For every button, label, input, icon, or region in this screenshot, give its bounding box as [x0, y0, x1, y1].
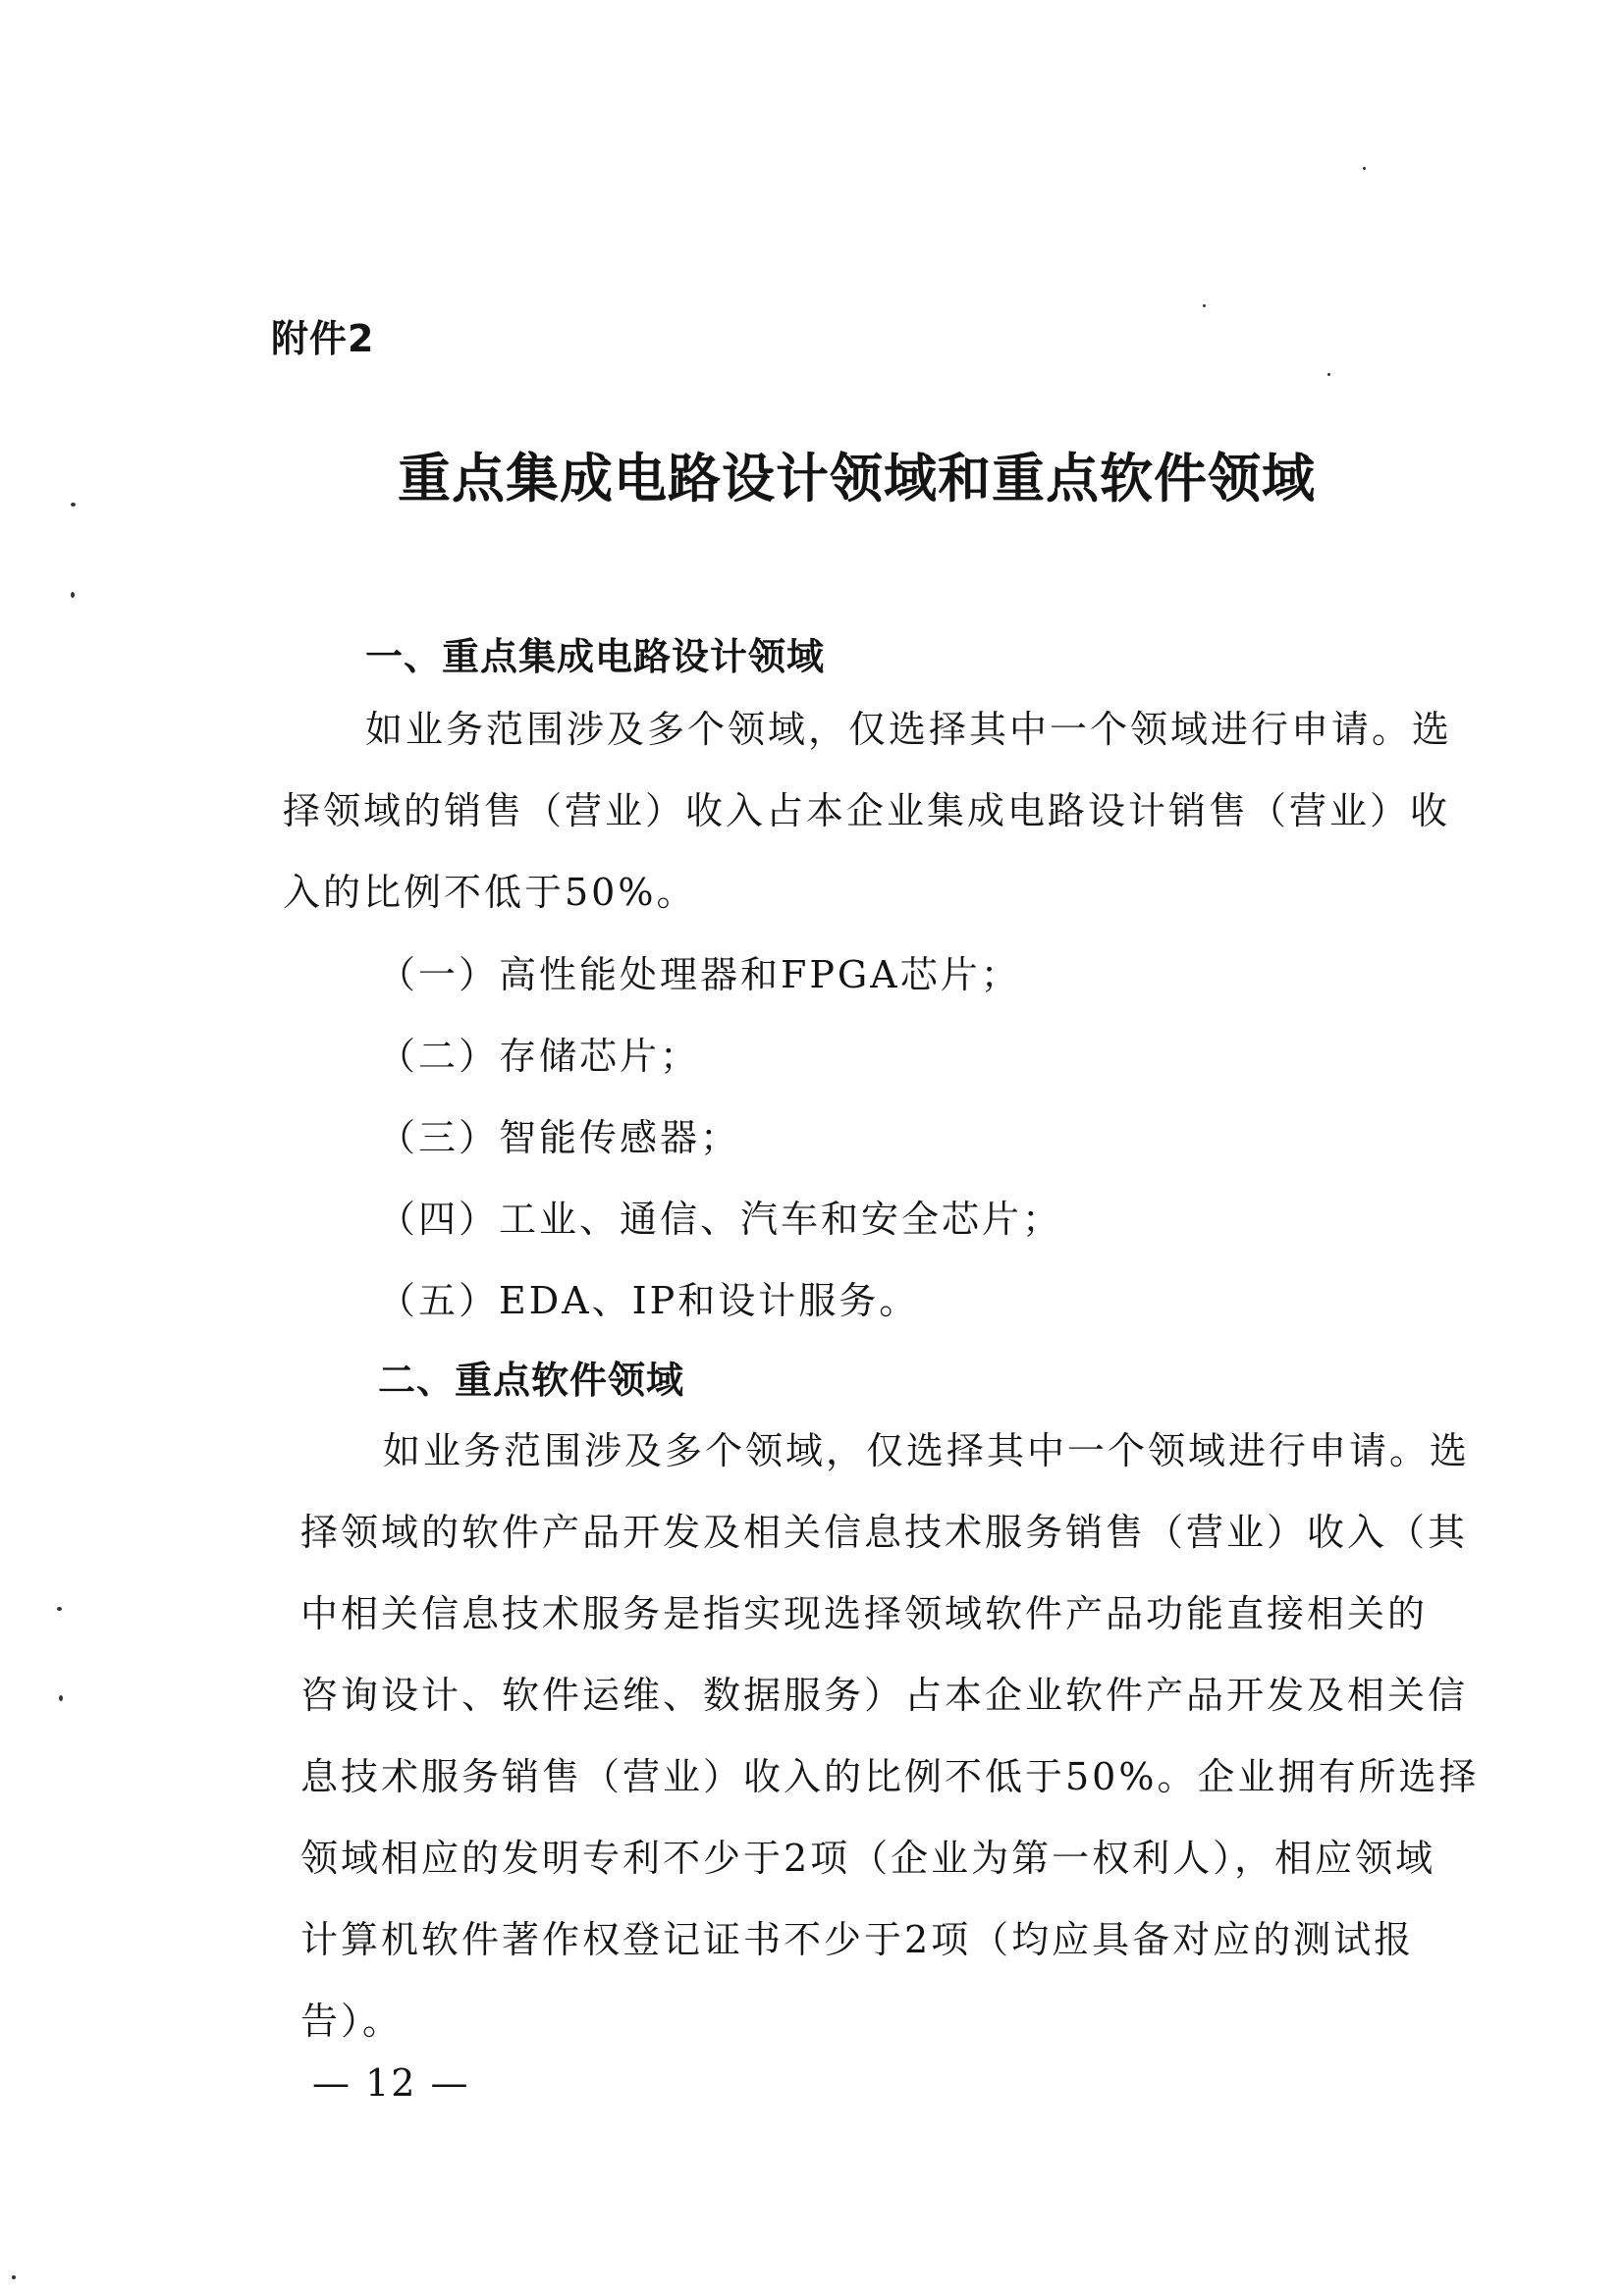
scan-speck [59, 1695, 63, 1701]
scan-speck [1327, 373, 1330, 376]
section-2-paragraph-line: 领域相应的发明专利不少于2项（企业为第一权利人），相应领域 [300, 1837, 1436, 1880]
section-2-paragraph-line: 告）。 [300, 2000, 404, 2043]
section-1-heading: 一、重点集成电路设计领域 [365, 635, 826, 678]
section-1-list-item: （五）EDA、IP和设计服务。 [378, 1279, 920, 1322]
scan-speck [12, 2275, 16, 2279]
section-2-paragraph-line: 计算机软件著作权登记证书不少于2项（均应具备对应的测试报 [300, 1918, 1415, 1961]
section-2-paragraph-line: 如业务范围涉及多个领域，仅选择其中一个领域进行申请。选 [383, 1429, 1471, 1472]
document-title: 重点集成电路设计领域和重点软件领域 [398, 448, 1316, 509]
section-1-list-item: （四）工业、通信、汽车和安全芯片； [378, 1198, 1063, 1241]
attachment-label: 附件2 [271, 317, 375, 360]
section-2-heading: 二、重点软件领域 [378, 1359, 685, 1402]
scan-speck [1363, 167, 1366, 170]
section-1-list-item: （三）智能传感器； [378, 1116, 741, 1159]
section-1-paragraph-line: 如业务范围涉及多个领域，仅选择其中一个领域进行申请。选 [365, 708, 1453, 751]
page-number: — 12 — [312, 2061, 470, 2105]
section-2-paragraph-line: 息技术服务销售（营业）收入的比例不低于50%。企业拥有所选择 [300, 1755, 1480, 1798]
section-2-paragraph-line: 中相关信息技术服务是指实现选择领域软件产品功能直接相关的 [300, 1592, 1429, 1635]
section-1-list-item: （一）高性能处理器和FPGA芯片； [378, 953, 1021, 996]
section-1-paragraph-line: 择领域的销售（营业）收入占本企业集成电路设计销售（营业）收 [283, 789, 1451, 832]
section-1-paragraph-line: 入的比例不低于50%。 [283, 871, 697, 914]
scan-speck [71, 592, 75, 598]
scan-speck [1203, 304, 1206, 307]
section-2-paragraph-line: 择领域的软件产品开发及相关信息技术服务销售（营业）收入（其 [300, 1511, 1469, 1554]
scan-speck [71, 503, 76, 507]
section-2-paragraph-line: 咨询设计、软件运维、数据服务）占本企业软件产品开发及相关信 [300, 1674, 1469, 1717]
section-1-list-item: （二）存储芯片； [378, 1035, 701, 1078]
scan-speck [57, 1607, 62, 1611]
